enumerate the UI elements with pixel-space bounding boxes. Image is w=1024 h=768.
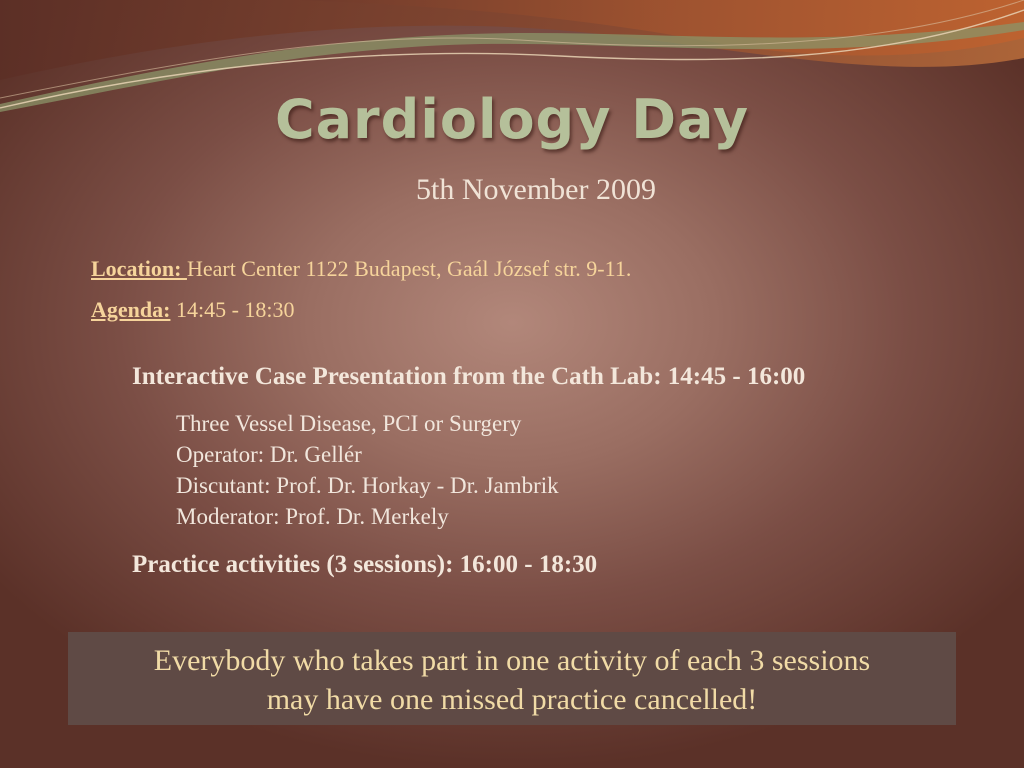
- location-value: Heart Center 1122 Budapest, Gaál József str. 9-11.: [186, 256, 632, 281]
- agenda-label: Agenda:: [91, 297, 171, 322]
- agenda-value: 14:45 - 18:30: [170, 297, 295, 322]
- location-row: [91, 256, 631, 282]
- session1-discutant: Discutant: Prof. Dr. Horkay - Dr. Jambrik: [176, 473, 559, 498]
- event-date: 5th November 2009: [416, 173, 656, 206]
- session1-operator: Operator: Dr. Gellér: [176, 442, 362, 467]
- session1-topic: Three Vessel Disease, PCI or Surgery: [176, 411, 522, 436]
- session1-title: Interactive Case Presentation from the Cath Lab: 14:45 - 16:00: [132, 363, 806, 390]
- notice-box: [68, 632, 956, 725]
- agenda-row: [91, 297, 295, 323]
- notice-line-2: may have one missed practice cancelled!: [266, 683, 758, 716]
- location-label: Location:: [91, 256, 187, 281]
- slide-title: Cardiology Day: [274, 88, 750, 151]
- session1-moderator: Moderator: Prof. Dr. Merkely: [176, 504, 449, 529]
- notice-line-1: Everybody who takes part in one activity of each 3 sessions: [153, 644, 871, 677]
- session1-details: [176, 408, 559, 532]
- session2-title: Practice activities (3 sessions): 16:00 - 18:30: [132, 551, 598, 578]
